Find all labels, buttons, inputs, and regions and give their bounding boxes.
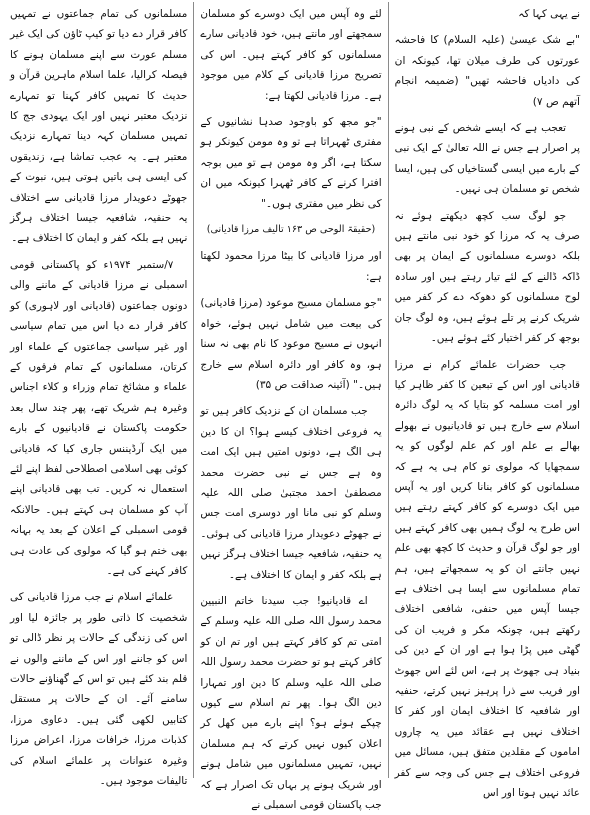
paragraph: اور مرزا قادیانی کا بیٹا مرزا محمود لکھتا ہے: [200, 250, 382, 283]
paragraph: جو لوگ سب کچھ دیکھتے ہوئے نہ صرف یہ کہ مرزا کو خود نبی مانتے ہیں بلکہ دوسرے مسلمانوں کے ایمان پر بھی ڈاکہ ڈالنے کے لئے تیار رہتے ہیں اور سادہ لوح مسلمانوں کو دھوکہ دے کر کفر میں شریک کرنے پر تلے ہوئے ہیں، وہ لوگ جان بوجھ کر کفر اختیار کئے ہوئے ہیں۔ [394, 209, 580, 345]
paragraph: علمائے اسلام نے جب مرزا قادیانی کی شخصیت کا ذاتی طور پر جائزہ لیا اور اس کی زندگی کے حالات پر نظر ڈالی تو اس کو جاننے اور اس کے ماننے والوں نے قلم بند کئے ہیں تو اس کے گھناؤنے حالات سامنے آئے۔ ان کے حالات پر مستقل کتابیں لکھی گئی ہیں۔ دعاوی مرزا، کذبات مرزا، خرافات مرزا، اعراض مرزا وغیرہ عنوانات پر علمائے اسلام کی تالیفات موجود ہیں۔ [10, 591, 188, 788]
paragraph: جب حضرات علمائے کرام نے مرزا قادیانی اور اس کے تبعین کا کفر ظاہر کیا اور امت مسلمہ کو بتایا کہ یہ لوگ دائرہ اسلام سے خارج ہیں تو قادیانیوں نے بھولے بھالے بے علم اور کم علم لوگوں کو یہ سمجھایا کہ مولوی تو کام ہی یہ ہے کہ مسلمانوں کو کافر بنانا کریں اور یہ آپس میں ایک دوسرے کو کافر کہتے رہتے ہیں اس طرح یہ لوگ ہمیں بھی کافر کہتے ہیں اور جو لوگ قرآن و حدیث کا کچھ بھی علم نہیں جانتے ان کو یہ سمجھاتے ہیں، ہم تمام مسلمانوں سے ایسا ہی اختلاف ہے جیسا آپس میں حنفی، شافعی اختلاف رکھتے ہیں، چونکہ مکر و فریب ان کی گھٹی میں پڑا ہوا ہے اور ان کے دین کی بنیاد ہی جھوٹ پر ہے، اس لئے اس جھوٹ اور فریب سے ذرا پرہیز نہیں کرتے، حنفیہ اور شافعیہ کا اختلاف ایمان اور کفر کا اختلاف نہیں ہے عقائد میں یہ چاروں اماموں کے مقلدین متفق ہیں، مسائل میں فروعی اختلاف ہے جس کی وجہ سے کفر عائد نہیں ہوتا اور اس [394, 358, 580, 800]
quotation: "جو مسلمان مسیح موعود (مرزا قادیانی) کی بیعت میں شامل نہیں ہوئے، خواہ انہوں نے مسیح موعود کا نام بھی نہ سنا ہو، وہ کافر اور دائرہ اسلام سے خارج ہیں۔" (آئینہ صداقت ص ۳۵) [200, 297, 382, 391]
quotation: "بے شک عیسیٰ (علیہ السلام) کا فاحشہ عورتوں کی طرف میلان تھا، کیونکہ ان کی دادیاں فاحشہ تھیں" (ضمیمہ انجام آتھم ص ۷) [394, 34, 580, 108]
paragraph: اے قادیانیو! جب سیدنا خاتم النبیین محمد رسول اللہ صلی اللہ علیہ وسلم کے امتی تم کو کافر کہتے ہیں اور تم ان کو کافر کہتے ہو تو حضرت محمد رسول اللہ صلی اللہ علیہ وسلم کا دین اور تمہارا دین الگ ہوا۔ پھر تم اسلام سے کیوں چپکے ہوئے ہو؟ اپنے بارے میں کھل کر اعلان کیوں نہیں کرتے کہ ہم مسلمان نہیں، تمہیں مسلمانوں میں شامل ہونے اور شریک ہونے پر بہاں تک اصرار ہے کہ جب پاکستان قومی اسمبلی نے [200, 594, 382, 812]
column-middle [194, 2, 387, 812]
paragraph: جب مسلمان ان کے نزدیک کافر ہیں تو یہ فروعی اختلاف کیسے ہوا؟ ان کا دین ہی الگ ہے، دونوں امتیں ہیں ایک امت وہ ہے جس نے نبی حضرت محمد مصطفیٰ احمد مجتبیٰ صلی اللہ علیہ وسلم کو نبی مانا اور دوسری امت جس نے جھوٹے دعویدار مرزا قادیانی کی ہوئی۔ یہ حنفیہ، شافعیہ جیسا اختلاف ہرگز نہیں ہے بلکہ کفر و ایمان کا اختلاف ہے۔ [200, 405, 382, 581]
paragraph: نے یہی کہا کہ [518, 8, 580, 20]
quotation: "جو مجھ کو باوجود صدہا نشانیوں کے مفتری ٹھہراتا ہے تو وہ مومن کیونکر ہو سکتا ہے، اگر وہ مومن ہے تو میں بوجہ افترا کرنے کے کافر ٹھہرا کیونکہ میں ان کی نظر میں مفتری ہوں۔" [200, 116, 382, 210]
paragraph: تعجب ہے کہ ایسے شخص کے نبی ہونے پر اصرار ہے جس نے اللہ تعالیٰ کے ایک نبی کے بارے میں ایسی گستاخیاں کی ہیں، ایسا شخص تو مسلمان ہی نہیں۔ [394, 122, 580, 196]
document-page [4, 2, 586, 812]
paragraph: مسلمانوں کی تمام جماعتوں نے تمہیں کافر قرار دے دیا تو کیپ ٹاؤن کی ایک غیر مسلم عورت سے اپنے مسلمان ہونے کا فیصلہ کرالیا، علما اسلام ماہرین قرآن و حدیث کا تمہیں کافر کہنا تو تمہارے نزدیک معتبر نہیں اور ایک یہودی جج کا تمہیں مسلمان کہہ دینا تمہارے نزدیک معتبر ہے۔ یہ عجب تماشا ہے، زندیقوں کی ایسی ہی باتیں ہوتی ہیں، نبوت کے جھوٹے دعویدار مرزا قادیانی سے اختلاف یہ حنفیہ، شافعیہ جیسا اختلاف ہرگز نہیں ہے بلکہ کفر و ایمان کا اختلاف ہے۔ [10, 8, 188, 245]
paragraph: ۷/ستمبر ۱۹۷۴ء کو پاکستانی قومی اسمبلی نے مرزا قادیانی کے ماننے والی دونوں جماعتوں (قادیانی اور لاہوری) کو کافر قرار دے دیا اس میں تمام سیاسی اور غیر سیاسی جماعتوں کے علماء اور کرتان، مسلمانوں کے تمام فرقوں کے علماء و مشائخ تمام وزراء و کلاء اجناس وغیرہ ہم شریک تھے، پھر چند سال بعد حکومت پاکستان نے قادیانیوں کے بارے میں ایک آرڈیننس جاری کیا کہ قادیانی کوئی بھی اسلامی اصطلاحی لفظ اپنے لئے استعمال نہ کریں۔ تب بھی قادیانی اپنے آپ کو مسلمان ہی کہتے ہیں۔ حالانکہ قومی اسمبلی کے اعلان کے بعد یہ بہانہ بھی ختم ہو گیا کہ مولوی کی عادت ہی کافر کہنے کی ہے۔ [10, 258, 188, 577]
column-right [389, 2, 586, 800]
reference-citation: (حقیقۃ الوحی ص ۱۶۳ تالیف مرزا قادیانی) [206, 224, 376, 236]
column-left [4, 2, 193, 788]
paragraph: لئے وہ آپس میں ایک دوسرے کو مسلمان سمجھتے اور مانتے ہیں، خود قادیانی سارے مسلمانوں کو کافر کہتے ہیں۔ اس کی تصریح مرزا قادیانی کے کلام میں موجود ہے۔ مرزا قادیانی لکھتا ہے: [200, 8, 382, 102]
